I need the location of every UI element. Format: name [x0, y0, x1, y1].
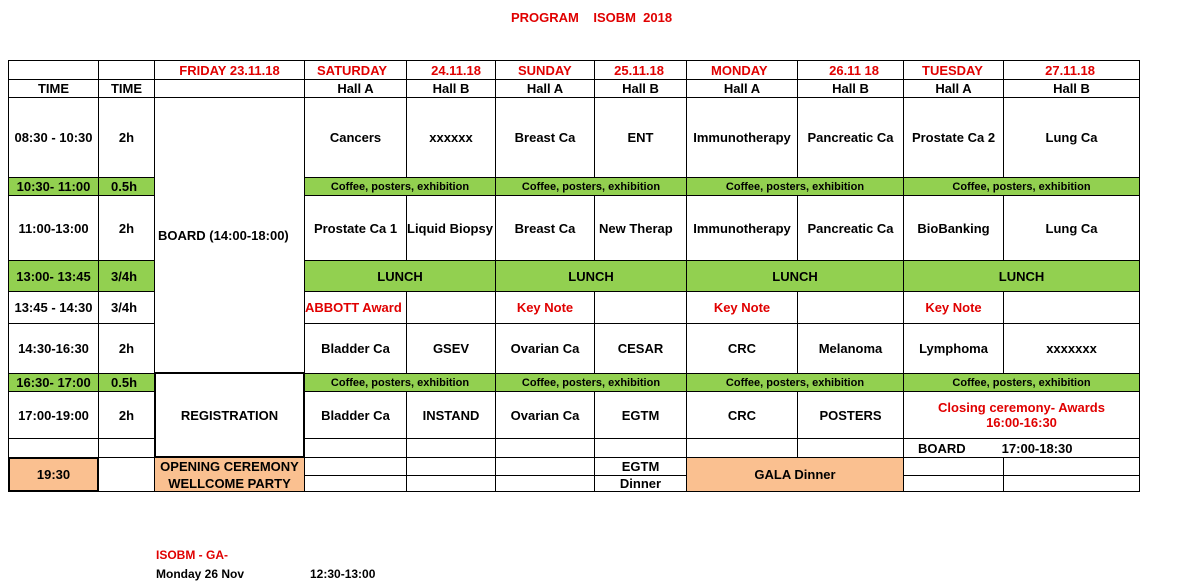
empty-cell — [98, 438, 155, 458]
empty-cell — [495, 438, 595, 458]
duration-cell: 2h — [98, 195, 155, 261]
lunch-monday: LUNCH — [686, 260, 904, 292]
coffee-break-tuesday: Coffee, posters, exhibition — [903, 373, 1140, 392]
header-blank-2 — [98, 60, 155, 80]
empty-cell — [903, 475, 1004, 492]
tuesday-board-label: BOARD — [918, 440, 966, 456]
session-cell: EGTM — [594, 391, 687, 439]
session-cell: Immunotherapy — [686, 97, 798, 178]
duration-cell: 2h — [98, 97, 155, 178]
header-monday-date: 26.11 18 — [797, 60, 904, 80]
time-cell: 10:30- 11:00 — [8, 177, 99, 196]
col-mon-hall-b: Hall B — [797, 79, 904, 98]
tuesday-board — [903, 438, 1140, 458]
header-sunday-date: 25.11.18 — [594, 60, 687, 80]
egtm-dinner-title: EGTM — [594, 457, 687, 476]
session-cell: Liquid Biopsy — [406, 195, 496, 261]
ga-note-time: 12:30-13:00 — [310, 567, 376, 581]
time-cell: 19:30 — [8, 457, 99, 492]
lunch-sunday: LUNCH — [495, 260, 687, 292]
session-cell: Prostate Ca 2 — [903, 97, 1004, 178]
session-cell: Pancreatic Ca — [797, 97, 904, 178]
col-time: TIME — [8, 79, 99, 98]
welcome-party: WELLCOME PARTY — [168, 475, 291, 491]
col-sat-hall-b: Hall B — [406, 79, 496, 98]
keynote-session: Key Note — [495, 291, 595, 324]
empty-cell — [304, 438, 407, 458]
tuesday-board-time: 17:00-18:30 — [1001, 440, 1073, 456]
empty-cell — [797, 291, 904, 324]
duration-cell: 0.5h — [98, 373, 155, 392]
lunch-tuesday: LUNCH — [903, 260, 1140, 292]
header-saturday-date: 24.11.18 — [406, 60, 496, 80]
coffee-break-monday: Coffee, posters, exhibition — [686, 373, 904, 392]
header-saturday: SATURDAY — [304, 60, 407, 80]
session-cell: Immunotherapy — [686, 195, 798, 261]
opening-ceremony — [154, 457, 305, 492]
duration-cell: 3/4h — [98, 260, 155, 292]
col-time-duration: TIME — [98, 79, 155, 98]
empty-cell — [495, 475, 595, 492]
session-cell: Bladder Ca — [304, 391, 407, 439]
keynote-session: Key Note — [903, 291, 1004, 324]
page-title: PROGRAM ISOBM 2018 — [511, 10, 673, 25]
empty-cell — [1003, 475, 1140, 492]
empty-cell — [594, 291, 687, 324]
col-mon-hall-a: Hall A — [686, 79, 798, 98]
time-cell: 08:30 - 10:30 — [8, 97, 99, 178]
session-cell: Prostate Ca 1 — [304, 195, 407, 261]
header-sunday: SUNDAY — [495, 60, 595, 80]
session-cell: Pancreatic Ca — [797, 195, 904, 261]
empty-cell — [304, 457, 407, 476]
session-cell: ENT — [594, 97, 687, 178]
session-cell: POSTERS — [797, 391, 904, 439]
session-cell: CESAR — [594, 323, 687, 374]
award-session: ABBOTT Award — [304, 291, 407, 324]
empty-cell — [98, 457, 155, 492]
session-cell: Lung Ca — [1003, 195, 1140, 261]
gala-dinner: GALA Dinner — [686, 457, 904, 492]
empty-cell — [406, 291, 496, 324]
empty-cell — [8, 438, 99, 458]
session-cell: Ovarian Ca — [495, 391, 595, 439]
time-cell: 11:00-13:00 — [8, 195, 99, 261]
closing-ceremony-time: 16:00-16:30 — [986, 415, 1057, 430]
session-cell: Bladder Ca — [304, 323, 407, 374]
friday-board: BOARD (14:00-18:00) — [154, 97, 305, 373]
empty-cell — [406, 457, 496, 476]
empty-cell — [797, 438, 904, 458]
session-cell: Ovarian Ca — [495, 323, 595, 374]
col-tue-hall-a: Hall A — [903, 79, 1004, 98]
session-cell: Melanoma — [797, 323, 904, 374]
col-sun-hall-a: Hall A — [495, 79, 595, 98]
session-cell: INSTAND — [406, 391, 496, 439]
coffee-break-sunday: Coffee, posters, exhibition — [495, 177, 687, 196]
empty-cell — [1003, 457, 1140, 476]
header-monday: MONDAY — [686, 60, 798, 80]
coffee-break-sunday: Coffee, posters, exhibition — [495, 373, 687, 392]
duration-cell: 0.5h — [98, 177, 155, 196]
empty-cell — [903, 457, 1004, 476]
duration-cell: 2h — [98, 391, 155, 439]
empty-cell — [406, 438, 496, 458]
coffee-break-saturday: Coffee, posters, exhibition — [304, 373, 496, 392]
header-friday: FRIDAY 23.11.18 — [154, 60, 305, 80]
lunch-saturday: LUNCH — [304, 260, 496, 292]
time-cell: 17:00-19:00 — [8, 391, 99, 439]
ga-note-day: Monday 26 Nov — [156, 567, 245, 581]
closing-ceremony-title: Closing ceremony- Awards — [938, 400, 1105, 415]
session-cell: xxxxxxx — [1003, 323, 1140, 374]
session-cell: CRC — [686, 323, 798, 374]
empty-cell — [1003, 291, 1140, 324]
header-blank-1 — [8, 60, 99, 80]
col-sat-hall-a: Hall A — [304, 79, 407, 98]
session-cell: GSEV — [406, 323, 496, 374]
opening-ceremony-title: OPENING CEREMONY — [160, 458, 299, 474]
session-cell: Cancers — [304, 97, 407, 178]
header-tuesday: TUESDAY — [903, 60, 1004, 80]
session-cell: BioBanking — [903, 195, 1004, 261]
keynote-session: Key Note — [686, 291, 798, 324]
header-tuesday-date: 27.11.18 — [1003, 60, 1140, 80]
time-cell: 14:30-16:30 — [8, 323, 99, 374]
closing-ceremony — [903, 391, 1140, 439]
friday-registration: REGISTRATION — [154, 372, 305, 458]
empty-cell — [495, 457, 595, 476]
time-cell: 13:00- 13:45 — [8, 260, 99, 292]
empty-cell — [686, 438, 798, 458]
time-cell: 16:30- 17:00 — [8, 373, 99, 392]
session-cell: CRC — [686, 391, 798, 439]
empty-cell — [304, 475, 407, 492]
ga-note-title: ISOBM - GA- — [156, 548, 228, 562]
empty-cell — [406, 475, 496, 492]
session-cell: Breast Ca — [495, 195, 595, 261]
duration-cell: 3/4h — [98, 291, 155, 324]
coffee-break-monday: Coffee, posters, exhibition — [686, 177, 904, 196]
coffee-break-saturday: Coffee, posters, exhibition — [304, 177, 496, 196]
col-friday-blank — [154, 79, 305, 98]
col-sun-hall-b: Hall B — [594, 79, 687, 98]
session-cell: xxxxxx — [406, 97, 496, 178]
session-cell: Breast Ca — [495, 97, 595, 178]
session-cell: Lymphoma — [903, 323, 1004, 374]
col-tue-hall-b: Hall B — [1003, 79, 1140, 98]
empty-cell — [594, 438, 687, 458]
egtm-dinner-label: Dinner — [594, 475, 687, 492]
duration-cell: 2h — [98, 323, 155, 374]
time-cell: 13:45 - 14:30 — [8, 291, 99, 324]
coffee-break-tuesday: Coffee, posters, exhibition — [903, 177, 1140, 196]
session-cell: Lung Ca — [1003, 97, 1140, 178]
session-cell: New Therap — [594, 195, 687, 261]
